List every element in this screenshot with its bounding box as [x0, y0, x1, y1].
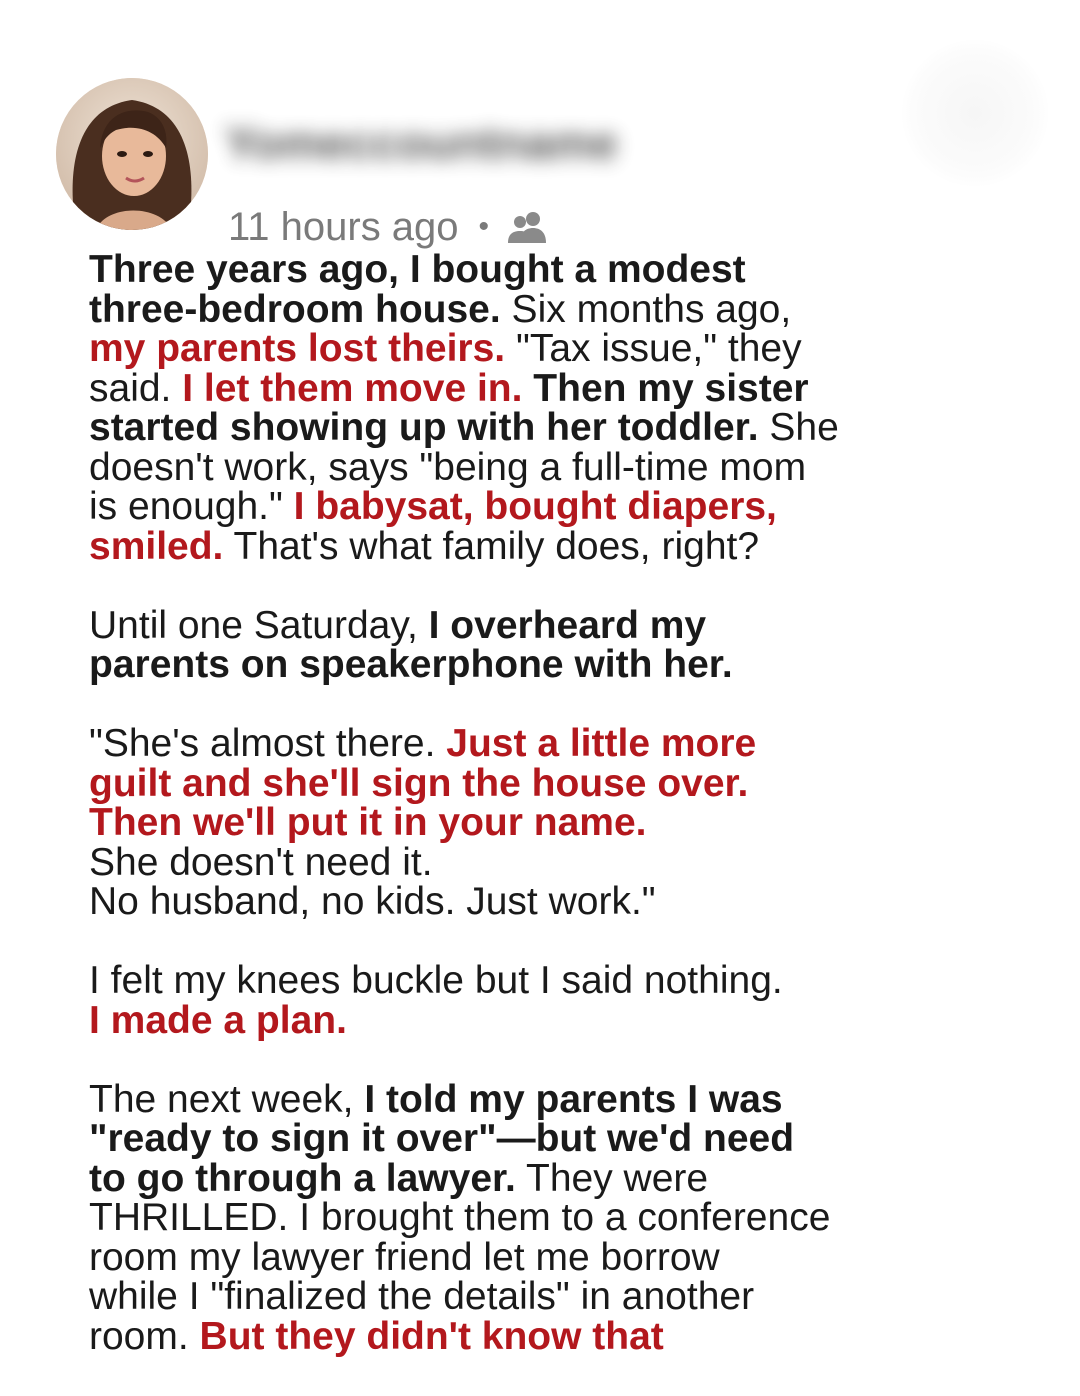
text-line [89, 1198, 1049, 1238]
body-text: That's what family does, right? [223, 524, 760, 568]
username[interactable]: Yomeccountname [225, 117, 618, 169]
highlight-text: guilt and she'll sign the house over. [89, 761, 749, 805]
text-line [89, 882, 1049, 922]
profile-avatar[interactable] [56, 78, 208, 230]
paragraph-1 [89, 250, 1049, 566]
highlight-text: Then we'll put it in your name. [89, 801, 647, 844]
body-text: "She's almost there. [89, 722, 447, 765]
bold-text: Three years ago, I bought a modest [89, 248, 746, 291]
text-line [89, 645, 1049, 685]
highlight-text: I made a plan. [89, 998, 347, 1042]
paragraph-5 [89, 1077, 1049, 1358]
bold-text: I told my parents I was [364, 1077, 783, 1121]
body-text: THRILLED. I brought them to a conference [89, 1196, 831, 1239]
text-line [89, 1119, 1049, 1159]
paragraph-2 [89, 603, 1049, 686]
text-line [89, 724, 1049, 764]
text-line [89, 840, 1049, 884]
bold-text: I overheard my [428, 603, 707, 647]
avatar-photo [56, 78, 208, 230]
text-line [89, 998, 1049, 1042]
highlight-text: smiled. [89, 524, 224, 568]
body-text: said. [89, 366, 183, 410]
body-text: She [758, 406, 839, 449]
bold-text: to go through a lawyer. [89, 1156, 516, 1200]
body-text: room my lawyer friend let me borrow [89, 1235, 720, 1279]
post-meta [228, 202, 551, 252]
body-text: room. [89, 1314, 200, 1358]
more-options-button[interactable] [902, 40, 1048, 186]
text-line [89, 1277, 1049, 1317]
text-line [89, 1156, 1049, 1200]
text-line [89, 408, 1049, 448]
text-line [89, 445, 1049, 489]
text-line [89, 287, 1049, 331]
body-text: while I "finalized the details" in another [89, 1275, 755, 1318]
highlight-text: Just a little more [446, 722, 757, 765]
body-text: is enough." [89, 485, 294, 528]
text-line [89, 1077, 1049, 1121]
text-line [89, 524, 1049, 568]
body-text: doesn't work, says "being a full-time mom [89, 445, 807, 489]
body-text: No husband, no kids. Just work." [89, 880, 656, 923]
text-line [89, 1235, 1049, 1279]
body-text: The next week, [89, 1077, 365, 1121]
text-line [89, 961, 1049, 1001]
text-line [89, 1314, 1049, 1358]
paragraph-4 [89, 961, 1049, 1040]
highlight-text: But they didn't know that [199, 1314, 664, 1358]
text-line [89, 487, 1049, 527]
body-text: "Tax issue," they [505, 327, 802, 370]
bold-text: Then my sister [522, 366, 809, 410]
body-text: They were [515, 1156, 709, 1200]
body-text: She doesn't need it. [89, 840, 433, 884]
meta-separator: • [478, 210, 490, 243]
post-timestamp[interactable]: 11 hours ago [228, 204, 459, 249]
text-line [89, 366, 1049, 410]
bold-text: parents on speakerphone with her. [89, 643, 733, 686]
text-line [89, 603, 1049, 647]
paragraph-3 [89, 724, 1049, 922]
highlight-text: my parents lost theirs. [89, 327, 506, 370]
bold-text: "ready to sign it over"—but we'd need [89, 1117, 795, 1160]
text-line [89, 761, 1049, 805]
text-line [89, 329, 1049, 369]
bold-text: started showing up with her toddler. [89, 406, 759, 449]
body-text: Until one Saturday, [89, 603, 429, 647]
text-line [89, 250, 1049, 290]
body-text: Six months ago, [500, 287, 792, 331]
friends-icon[interactable] [503, 207, 551, 247]
highlight-text: I babysat, bought diapers, [293, 485, 777, 528]
body-text: I felt my knees buckle but I said nothing. [89, 959, 783, 1002]
post-body [89, 250, 1049, 1396]
highlight-text: I let them move in. [182, 366, 523, 410]
text-line [89, 803, 1049, 843]
bold-text: three-bedroom house. [89, 287, 501, 331]
